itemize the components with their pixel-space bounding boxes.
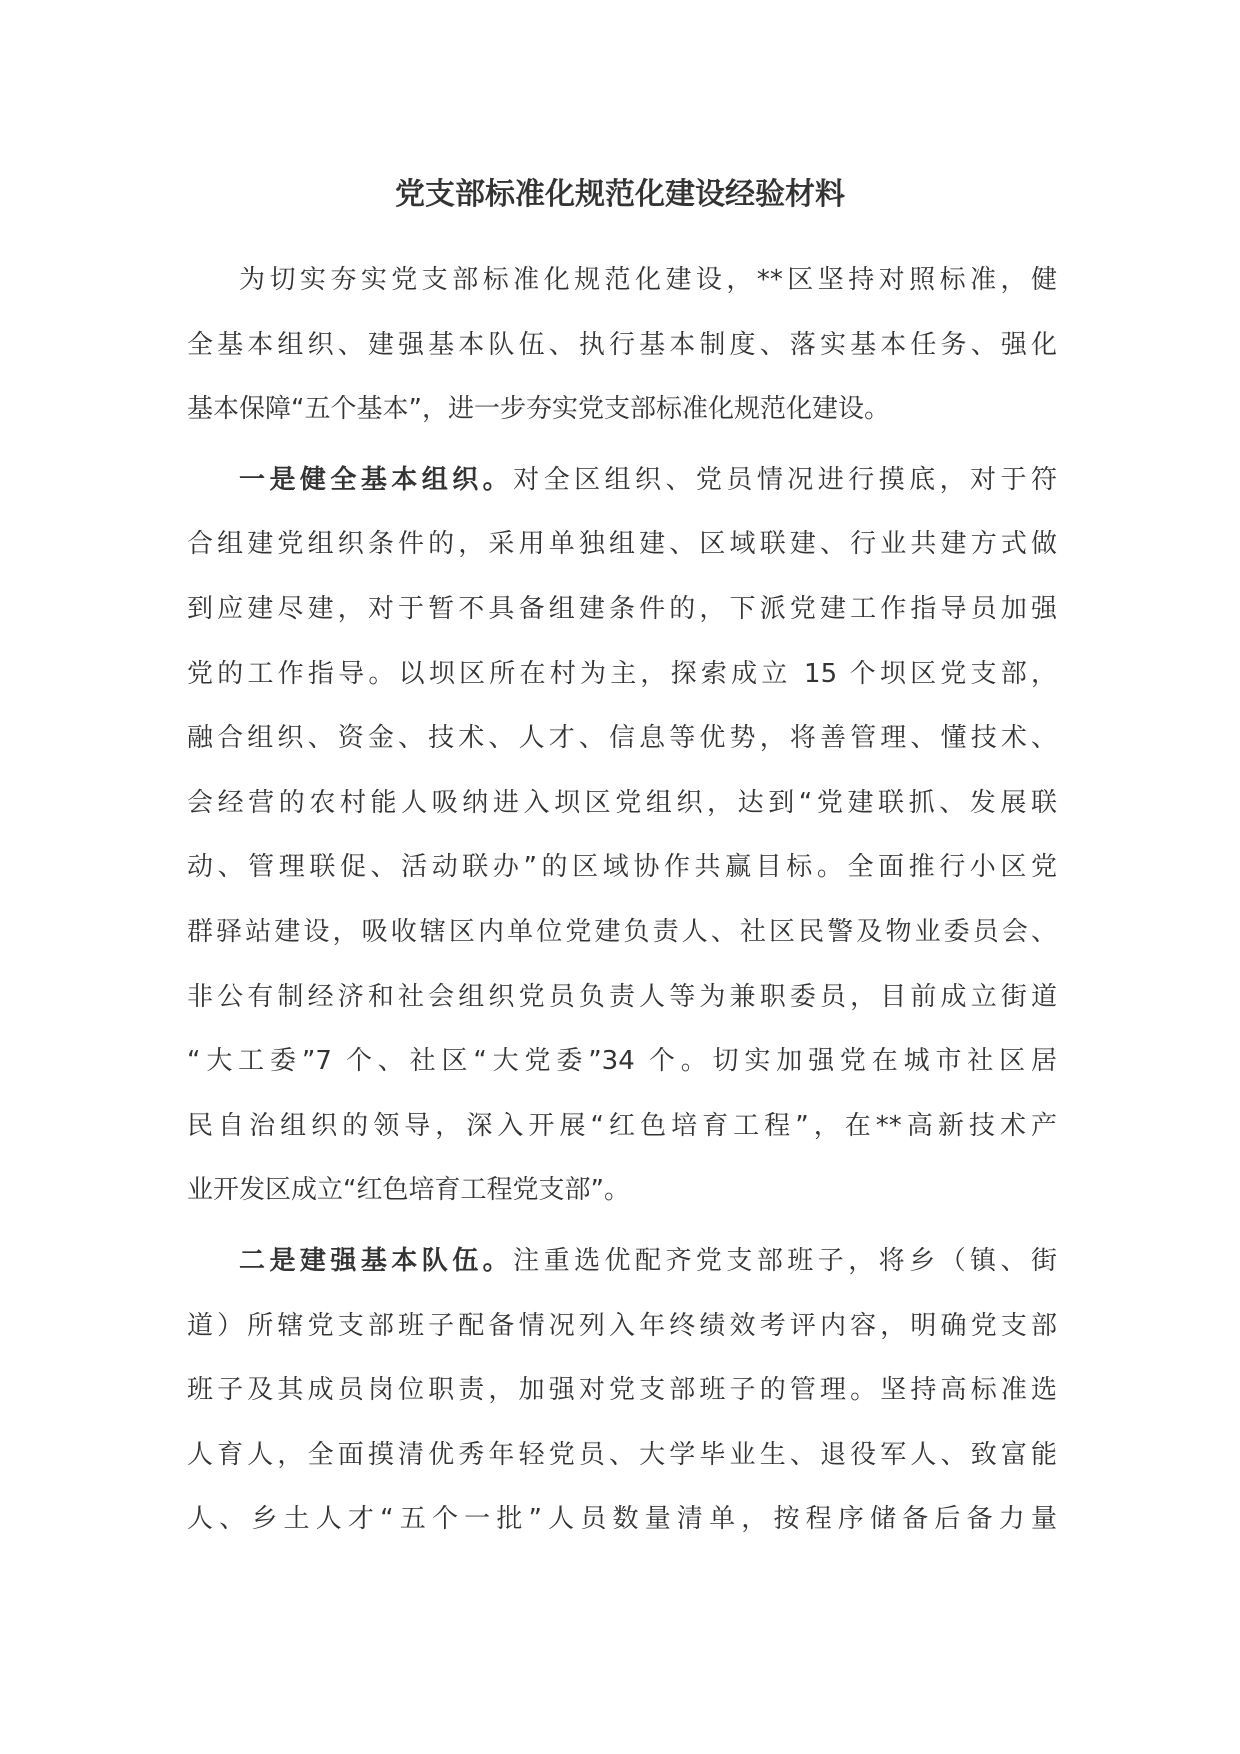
section-two-paragraph [187,1229,1057,1552]
paragraph-line: 非公有制经济和社会组织党员负责人等为兼职委员，目前成立街道 [187,981,1057,1012]
paragraph-line: “大工委”7 个、社区“大党委”34 个。切实加强党在城市社区居 [187,1046,1057,1077]
paragraph-line: 业开发区成立“红色培育工程党支部”。 [187,1175,630,1206]
paragraph-line-first [187,448,1057,513]
paragraph-line: 动、管理联促、活动联办”的区域协作共赢目标。全面推行小区党 [187,852,1057,883]
paragraph-line: 道）所辖党支部班子配备情况列入年终绩效考评内容，明确党支部 [187,1310,1057,1341]
paragraph-line-first [187,1229,1057,1294]
paragraph-line-text: 对全区组织、党员情况进行摸底，对于符 [513,464,1057,495]
paragraph-line: 到应建尽建，对于暂不具备组建条件的，下派党建工作指导员加强 [187,593,1057,624]
paragraph-line: 人育人，全面摸清优秀年轻党员、大学毕业生、退役军人、致富能 [187,1439,1057,1470]
section-two-heading: 二是建强基本队伍。 [239,1245,514,1276]
paragraph-line: 班子及其成员岗位职责，加强对党支部班子的管理。坚持高标准选 [187,1375,1057,1406]
paragraph-line: 党的工作指导。以坝区所在村为主，探索成立 15 个坝区党支部， [187,658,1057,689]
paragraph-line: 为切实夯实党支部标准化规范化建设，**区坚持对照标准，健 [239,265,1057,295]
paragraph-line: 人、乡土人才“五个一批”人员数量清单，按程序储备后备力量 [187,1504,1057,1535]
intro-paragraph [187,248,1057,442]
document-body [187,248,1057,1552]
paragraph-line: 融合组织、资金、技术、人才、信息等优势，将善管理、懂技术、 [187,723,1057,754]
paragraph-line-text: 注重选优配齐党支部班子，将乡（镇、街 [513,1245,1057,1276]
paragraph-line: 会经营的农村能人吸纳进入坝区党组织，达到“党建联抓、发展联 [187,787,1057,818]
paragraph-line: 合组建党组织条件的，采用单独组建、区域联建、行业共建方式做 [187,529,1057,560]
paragraph-line: 民自治组织的领导，深入开展“红色培育工程”，在**高新技术产 [187,1110,1057,1141]
paragraph-line: 群驿站建设，吸收辖区内单位党建负责人、社区民警及物业委员会、 [187,916,1057,947]
section-one-paragraph [187,448,1057,1223]
section-one-heading: 一是健全基本组织。 [239,464,514,495]
document-title: 党支部标准化规范化建设经验材料 [395,177,845,212]
paragraph-line: 基本保障“五个基本”，进一步夯实党支部标准化规范化建设。 [187,394,890,425]
paragraph-line: 全基本组织、建强基本队伍、执行基本制度、落实基本任务、强化 [187,329,1057,360]
